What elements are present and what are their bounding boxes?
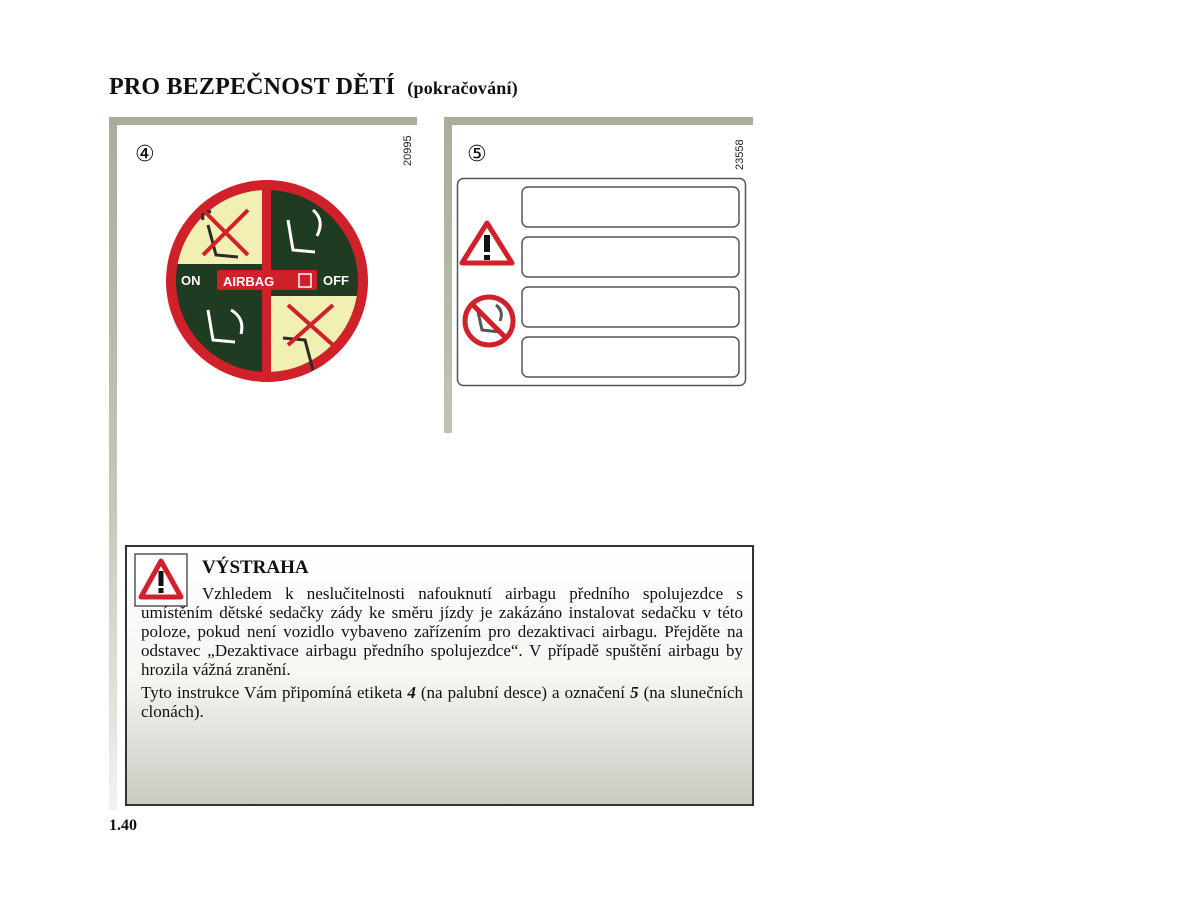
illustration-frame-top-right [444, 117, 753, 125]
sun-visor-label-illustration [456, 177, 748, 389]
page-title [109, 74, 518, 101]
no-child-seat-icon [465, 297, 513, 345]
illustration-frame-top-left [109, 117, 417, 125]
page-number: 1.40 [109, 817, 137, 834]
warning-paragraph-2-start: Tyto instrukce Vám připomíná etiketa [141, 683, 408, 702]
page-title-main: PRO BEZPEČNOST DĚTÍ [109, 74, 396, 100]
figure-4-number: ④ [135, 142, 155, 167]
page-title-continuation: (pokračování) [407, 78, 518, 98]
warning-title: VÝSTRAHA [202, 557, 309, 578]
illustration-frame-left [109, 117, 117, 810]
warning-paragraph-2 [141, 683, 743, 721]
figure-5-code: 23558 [734, 139, 746, 170]
airbag-label-off: OFF [323, 273, 349, 288]
label-reference-5: 5 [630, 683, 639, 702]
warning-paragraph-2-end: (na slunečních clonách). [141, 683, 744, 721]
airbag-label-airbag: AIRBAG [223, 274, 275, 289]
airbag-label-illustration [163, 180, 371, 382]
illustration-frame-divider [444, 117, 452, 433]
warning-paragraph-2-middle: (na palubní desce) a označení [415, 683, 631, 702]
label-reference-4: 4 [407, 683, 416, 702]
airbag-label-on: ON [181, 273, 201, 288]
figure-5-number: ⑤ [467, 142, 487, 167]
warning-box [125, 545, 754, 806]
figure-4-code: 20995 [402, 135, 414, 166]
warning-paragraph-1: Vzhledem k neslučitelnosti nafouknutí airbagu předního spolujezdce s umístěním dětské sedačky zády ke směru jízdy je zakázáno instalovat sedačku v této poloze, pokud není vozidlo vybaveno zařízením pro dezaktivaci airbagu. Přejděte na odstavec „Dezaktivace airbagu předního spolujezdce“. V případě spuštění airbagu by hrozila vážná zranění. [141, 584, 743, 679]
